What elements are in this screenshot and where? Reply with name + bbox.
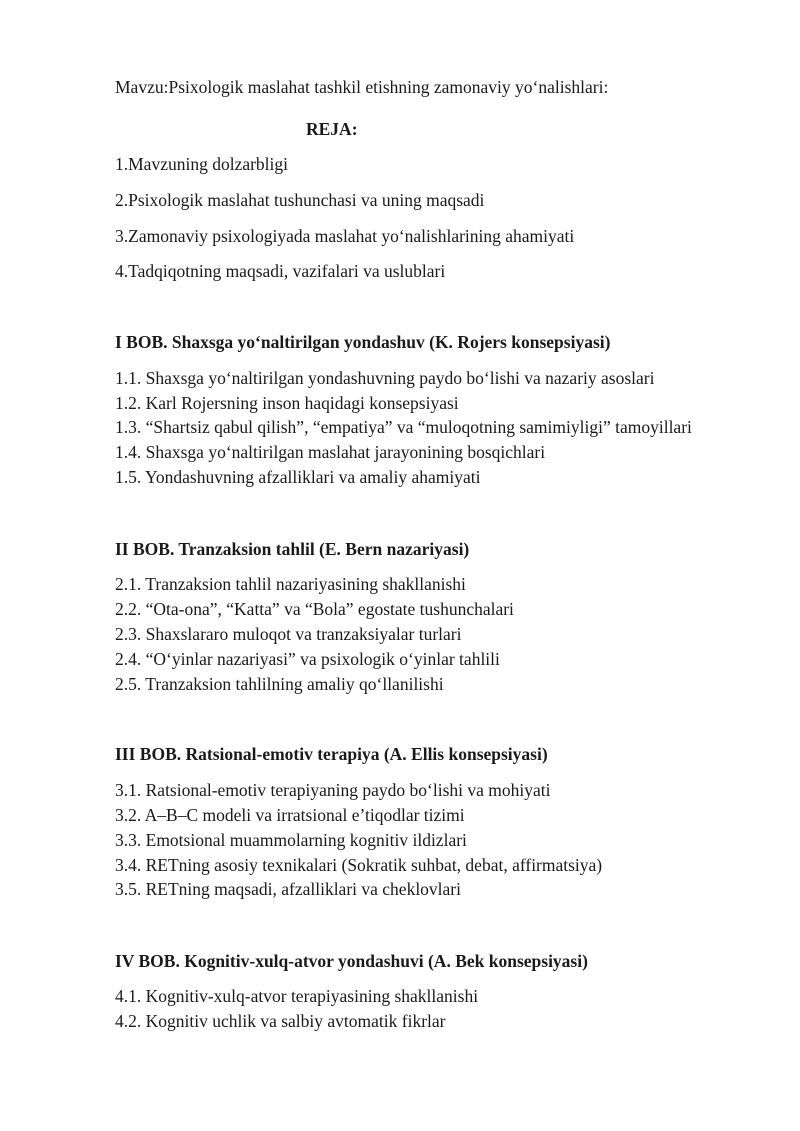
chapter-item: 3.2. A–B–C modeli va irratsional e’tiqodlar tizimi: [115, 805, 465, 825]
chapter-item: 3.4. RETning asosiy texnikalari (Sokratik suhbat, debat, affirmatsiya): [115, 855, 603, 875]
chapter-item: 4.1. Kognitiv-xulq-atvor terapiyasining shakllanishi: [115, 986, 479, 1006]
chapter-item: 1.1. Shaxsga yo‘naltirilgan yondashuvning paydo bo‘lishi va nazariy asoslari: [115, 368, 655, 388]
plan-heading: REJA:: [306, 119, 358, 139]
chapter-heading: II BOB. Tranzaksion tahlil (E. Bern nazariyasi): [115, 539, 470, 559]
chapter-item: 2.4. “O‘yinlar nazariyasi” va psixologik o‘yinlar tahlili: [115, 649, 500, 669]
intro-item: 2.Psixologik maslahat tushunchasi va uning maqsadi: [115, 190, 485, 210]
chapter-item: 4.2. Kognitiv uchlik va salbiy avtomatik fikrlar: [115, 1011, 446, 1031]
chapter-item: 2.2. “Ota-ona”, “Katta” va “Bola” egostate tushunchalari: [115, 599, 514, 619]
intro-item: 4.Tadqiqotning maqsadi, vazifalari va uslublari: [115, 261, 446, 281]
chapter-item: 2.1. Tranzaksion tahlil nazariyasining shakllanishi: [115, 574, 466, 594]
chapter-item: 1.3. “Shartsiz qabul qilish”, “empatiya” va “muloqotning samimiyligi” tamoyillari: [115, 417, 692, 437]
chapter-item: 2.3. Shaxslararo muloqot va tranzaksiyalar turlari: [115, 624, 462, 644]
chapter-item: 2.5. Tranzaksion tahlilning amaliy qo‘llanilishi: [115, 674, 444, 694]
chapter-item: 3.3. Emotsional muammolarning kognitiv ildizlari: [115, 830, 467, 850]
chapter-item: 1.2. Karl Rojersning inson haqidagi konsepsiyasi: [115, 393, 459, 413]
chapter-item: 3.5. RETning maqsadi, afzalliklari va cheklovlari: [115, 879, 462, 899]
chapter-item: 1.5. Yondashuvning afzalliklari va amaliy ahamiyati: [115, 467, 481, 487]
document-title: Mavzu:Psixologik maslahat tashkil etishning zamonaviy yo‘nalishlari:: [115, 77, 609, 97]
intro-item: 3.Zamonaviy psixologiyada maslahat yo‘nalishlarining ahamiyati: [115, 226, 575, 246]
chapter-heading: I BOB. Shaxsga yo‘naltirilgan yondashuv (K. Rojers konsepsiyasi): [115, 332, 611, 352]
chapter-item: 1.4. Shaxsga yo‘naltirilgan maslahat jarayonining bosqichlari: [115, 442, 546, 462]
intro-item: 1.Mavzuning dolzarbligi: [115, 154, 289, 174]
chapter-heading: IV BOB. Kognitiv-xulq-atvor yondashuvi (A. Bek konsepsiyasi): [115, 951, 588, 971]
chapter-item: 3.1. Ratsional-emotiv terapiyaning paydo bo‘lishi va mohiyati: [115, 780, 551, 800]
chapter-heading: III BOB. Ratsional-emotiv terapiya (A. Ellis konsepsiyasi): [115, 744, 548, 764]
